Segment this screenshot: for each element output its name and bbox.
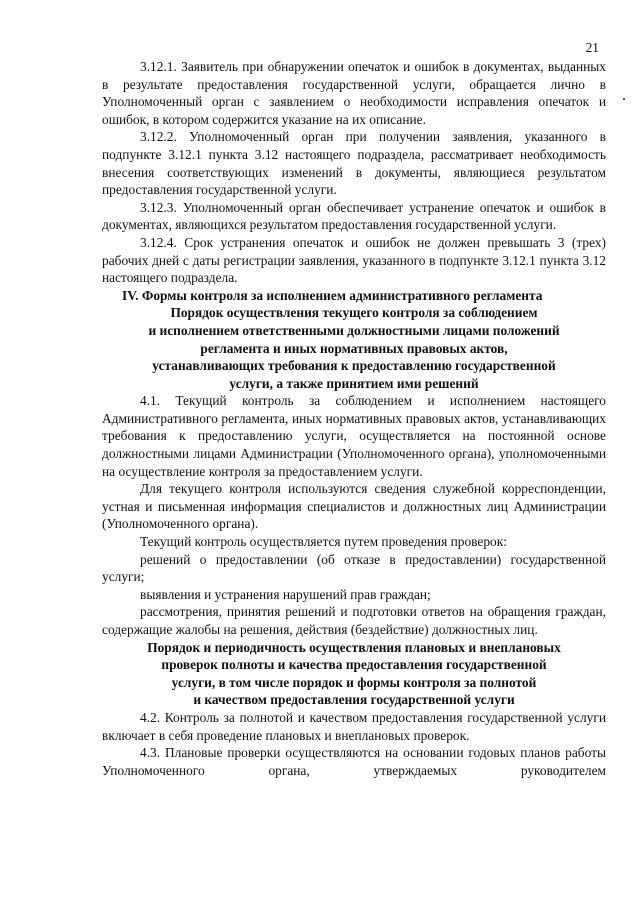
heading-line: и качеством предоставления государственной услуги	[193, 692, 515, 708]
list-item-decisions: решений о предоставлении (об отказе в предоставлении) государственной услуги;	[102, 551, 606, 585]
paragraph-4-3: 4.3. Плановые проверки осуществляются на основании годовых планов работы Уполномоченного органа, утверждаемых руководителем	[102, 745, 606, 778]
paragraph-sources: Для текущего контроля используются сведения служебной корреспонденции, устная и письменная информация специалистов и должностных лиц Администрации (Уполномоченного органа).	[102, 481, 606, 532]
subheading-periodic-checks	[102, 639, 606, 709]
heading-line: Порядок осуществления текущего контроля за соблюдением	[170, 305, 538, 321]
heading-line: проверок полноты и качества предоставления государственной	[161, 657, 547, 673]
list-item-violations: выявления и устранения нарушений прав граждан;	[140, 586, 431, 602]
heading-line: устанавливающих требования к предоставлению государственной	[152, 358, 556, 374]
subheading-current-control	[102, 304, 606, 392]
paragraph-4-2: 4.2. Контроль за полнотой и качеством предоставления государственной услуги включает в себя проведение плановых и внеплановых проверок.	[102, 709, 606, 743]
paragraph-4-1: 4.1. Текущий контроль за соблюдением и исполнением настоящего Административного регламента, иных нормативных правовых актов, устанавливающих требования к предоставлению услуги, осуществляется на постоянной основе должностными лицами Администрации (Уполномоченного органа), уполномоченными на осуществление контроля за предоставлением услуги.	[102, 393, 606, 479]
heading-line: услуги, в том числе порядок и формы контроля за полнотой	[171, 674, 537, 690]
paragraph-3-12-4: 3.12.4. Срок устранения опечаток и ошибок не должен превышать 3 (трех) рабочих дней с даты регистрации заявления, указанного в подпункте 3.12.1 пункта 3.12 настоящего подраздела.	[102, 234, 606, 286]
section-heading-iv: IV. Формы контроля за исполнением административного регламента	[122, 287, 543, 303]
scan-mark	[623, 98, 625, 100]
list-item-appeals: рассмотрения, принятия решений и подготовки ответов на обращения граждан, содержащие жалобы на решения, действия (бездействие) должностных лиц.	[102, 604, 606, 637]
paragraph-checks-intro: Текущий контроль осуществляется путем проведения проверок:	[140, 534, 507, 550]
paragraph-3-12-2: 3.12.2. Уполномоченный орган при получении заявления, указанного в подпункте 3.12.1 пункта 3.12 настоящего подраздела, рассматривает необходимость внесения соответствующих изменений в документы, являющиеся результатом предоставления государственной услуги.	[102, 129, 606, 198]
page-number: 21	[585, 40, 599, 55]
paragraph-3-12-1: 3.12.1. Заявитель при обнаружении опечаток и ошибок в документах, выданных в результате предоставления государственной услуги, обращается лично в Уполномоченный орган с заявлением о необходимости исправления опечаток и ошибок, в котором содержится указание на их описание.	[102, 59, 606, 127]
heading-line: регламента и иных нормативных правовых актов,	[200, 340, 508, 356]
paragraph-3-12-3: 3.12.3. Уполномоченный орган обеспечивает устранение опечаток и ошибок в документах, являющихся результатом предоставления государственной услуги.	[102, 199, 606, 233]
heading-line: услуги, а также принятием ими решений	[229, 375, 479, 391]
heading-line: Порядок и периодичность осуществления плановых и внеплановых	[147, 639, 561, 655]
document-page	[102, 58, 606, 779]
heading-line: и исполнением ответственными должностными лицами положений	[148, 322, 560, 338]
